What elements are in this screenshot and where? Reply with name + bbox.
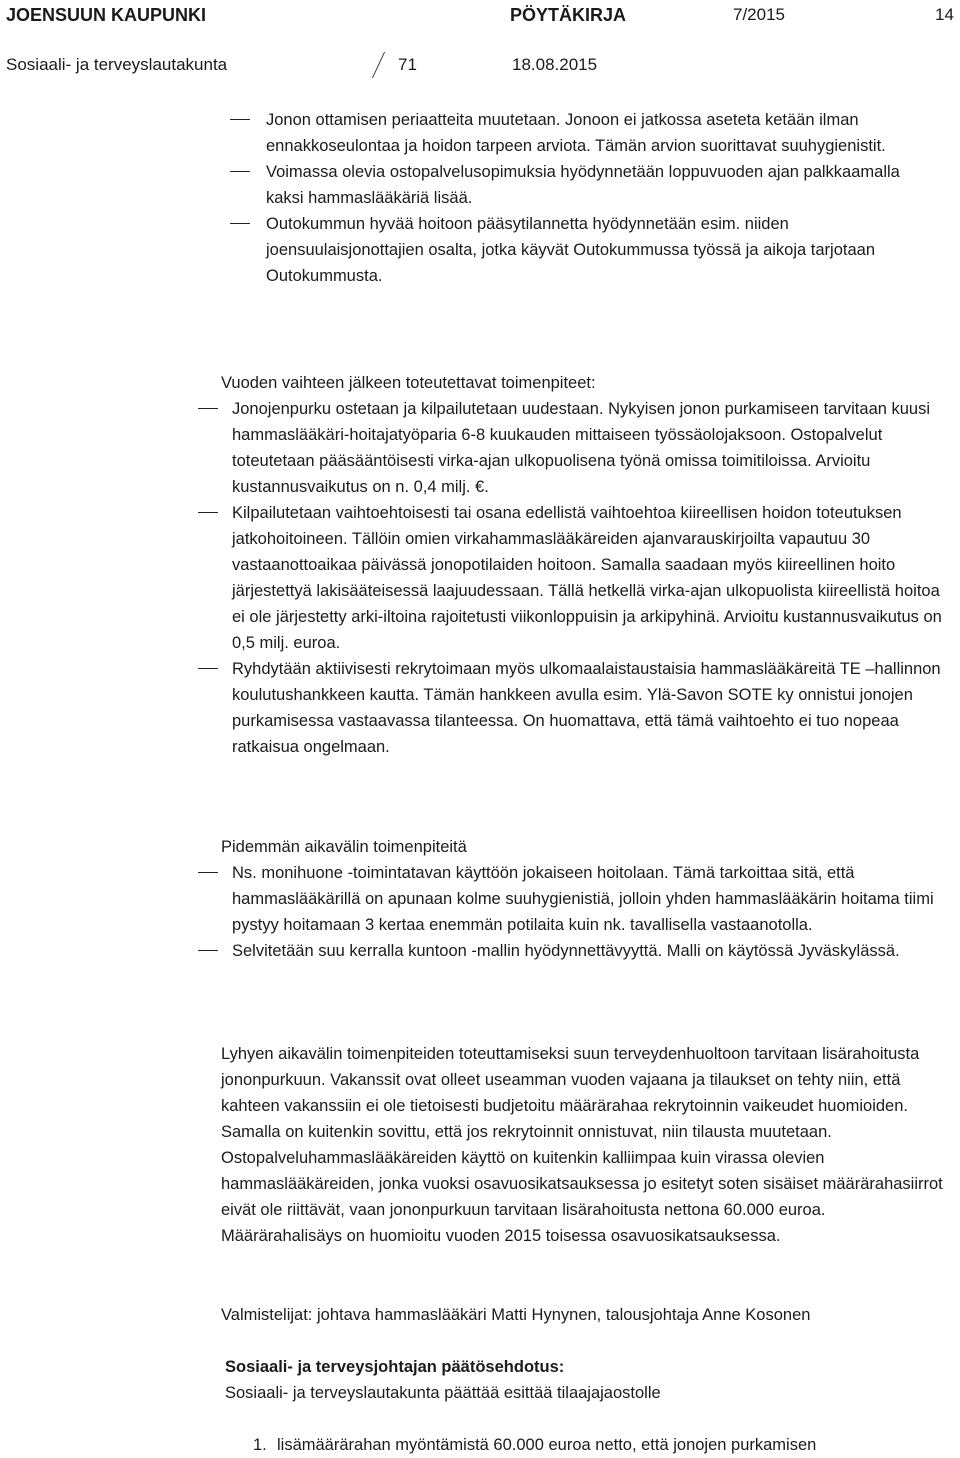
list-item: Kilpailutetaan vaihtoehtoisesti tai osana edellistä vaihtoehtoa kiireellisen hoidon toteutuksen jatkohoitoineen. Tällöin omien virkahammaslääkäreiden ajanvarauskirjoilta vapautuu 30 vastaanottoaikaa päivässä jonopotilaiden hoitoon. Samalla saadaan myös kiireellinen hoito järjestettyä lakisääteisessä laajuudessaan. Tällä hetkellä virka-ajan ulkopuolista kiireellistä hoitoa ei ole järjestetty arki-iltoina rajoitetusti viikonloppuisin ja arkipyhinä. Arvioitu kustannusvaikutus on 0,5 milj. euroa. <box>232 500 947 656</box>
section-sign-icon <box>372 52 399 78</box>
section-heading-long-term: Pidemmän aikavälin toimenpiteitä <box>221 838 467 856</box>
page-number: 14 <box>935 5 954 24</box>
dash-bullet-icon <box>198 408 218 409</box>
board-name: Sosiaali- ja terveyslautakunta <box>6 55 228 74</box>
document-header <box>0 0 960 80</box>
paragraph-short-term-funding: Lyhyen aikavälin toimenpiteiden toteuttamiseksi suun terveydenhuoltoon tarvitaan lisärahoitusta jononpurkuun. Vakanssit ovat olleet useamman vuoden vajaana ja tilaukset on tehty niin, että kahteen vakanssiin ei ole tietoisesti budjetoitu määrärahaa rekrytoinnin vaikeudet huomioiden. Samalla on kuitenkin sovittu, että jos rekrytoinnit onnistuvat, niin tilausta muutetaan. Ostopalveluhammaslääkäreiden käyttö on kuitenkin kalliimpaa kuin virassa olevien hammaslääkäreiden, jonka vuoksi osavuosikatsauksessa jo esitetyt soten sisäiset määrärahasiirrot eivät ole riittävät, vaan jononpurkuun tarvitaan lisärahoitusta nettona 60.000 euroa. Määrärahalisäys on huomioitu vuoden 2015 toisessa osavuosikatsauksessa. <box>221 1045 943 1245</box>
decision-heading: Sosiaali- ja terveysjohtajan päätösehdotus: <box>225 1358 565 1376</box>
list-item: Outokummun hyvää hoitoon pääsytilannetta hyödynnetään esim. niiden joensuulaisjonottajien osalta, jotka käyvät Outokummussa työssä ja aikoja tarjotaan Outokummusta. <box>266 211 926 289</box>
list-item: Selvitetään suu kerralla kuntoon -mallin hyödynnettävyyttä. Malli on käytössä Jyväskylässä. <box>232 938 947 964</box>
list-item: Jonon ottamisen periaatteita muutetaan. Jonoon ei jatkossa aseteta ketään ilman ennakkoseulontaa ja hoidon tarpeen arviota. Tämän arvion suorittavat suuhygienistit. <box>266 107 926 159</box>
bullet-list-current <box>266 107 926 289</box>
list-item: Jonojenpurku ostetaan ja kilpailutetaan uudestaan. Nykyisen jonon purkamiseen tarvitaan kuusi hammaslääkäri-hoitajatyöparia 6-8 kuukauden mittaiseen työssäolojaksoon. Ostopalvelut toteutetaan pääsääntöisesti virka-ajan ulkopuolisena työnä omissa toimitiloissa. Arvioitu kustannusvaikutus on n. 0,4 milj. €. <box>232 396 947 500</box>
org-name: JOENSUUN KAUPUNKI <box>6 5 207 25</box>
document-type: PÖYTÄKIRJA <box>510 5 627 25</box>
list-item: Ns. monihuone -toimintatavan käyttöön jokaiseen hoitolaan. Tämä tarkoittaa sitä, että hammaslääkärillä on apunaan kolme suuhygienistiä, jolloin yhden hammaslääkärin hoitama tiimi pystyy hoitamaan 3 kertaa enemmän potilaita kuin nk. tavallisella vastaanotolla. <box>232 860 947 938</box>
section-heading-year-end: Vuoden vaihteen jälkeen toteutettavat toimenpiteet: <box>221 374 596 392</box>
section-number: 71 <box>398 55 417 74</box>
numbered-list <box>253 1432 943 1458</box>
list-item: Ryhdytään aktiivisesti rekrytoimaan myös ulkomaalaistaustaisia hammaslääkäreitä TE –hallinnon koulutushankkeen kautta. Tämän hankkeen avulla esim. Ylä-Savon SOTE ky onnistui jonojen purkamisessa vastaavassa tilanteessa. On huomattava, että tämä vaihtoehto ei tuo nopeaa ratkaisua ongelmaan. <box>232 656 947 760</box>
numbered-item <box>253 1432 943 1458</box>
dash-bullet-icon <box>230 171 250 172</box>
bullet-list-long-term <box>232 860 947 964</box>
bullet-list-year-end <box>232 396 947 760</box>
preparers-line: Valmistelijat: johtava hammaslääkäri Matti Hynynen, talousjohtaja Anne Kosonen <box>221 1306 811 1324</box>
dash-bullet-icon <box>230 223 250 224</box>
meeting-date: 18.08.2015 <box>512 55 598 74</box>
item-number: 1. <box>253 1436 267 1454</box>
dash-bullet-icon <box>198 668 218 669</box>
issue-number: 7/2015 <box>733 5 785 24</box>
decision-proposal <box>225 1354 945 1406</box>
dash-bullet-icon <box>198 950 218 951</box>
item-text: lisämäärärahan myöntämistä 60.000 euroa netto, että jonojen purkamisen <box>277 1436 817 1454</box>
decision-text: Sosiaali- ja terveyslautakunta päättää esittää tilaajajaostolle <box>225 1384 661 1402</box>
dash-bullet-icon <box>230 119 250 120</box>
dash-bullet-icon <box>198 872 218 873</box>
dash-bullet-icon <box>198 512 218 513</box>
list-item: Voimassa olevia ostopalvelusopimuksia hyödynnetään loppuvuoden ajan palkkaamalla kaksi hammaslääkäriä lisää. <box>266 159 926 211</box>
